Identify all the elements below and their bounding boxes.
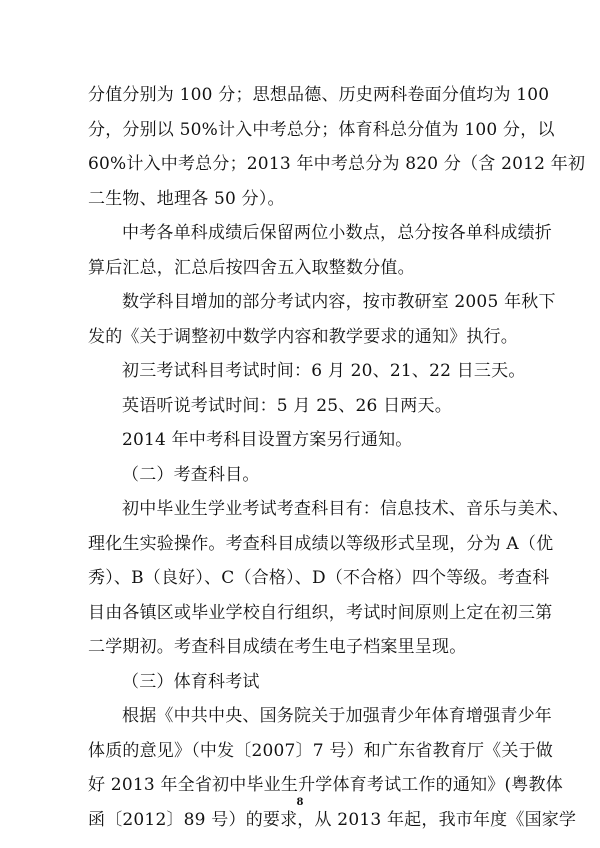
text-line: 数学科目增加的部分考试内容，按市教研室 2005 年秋下 [122, 292, 556, 312]
text-line: 二学期初。考查科目成绩在考生电子档案里呈现。 [88, 637, 467, 657]
text-line: 体质的意见》（中发〔2007〕7 号）和广东省教育厅《关于做 [88, 740, 553, 761]
text-line: 中考各单科成绩后保留两位小数点，总分按各单科成绩折 [122, 223, 552, 243]
text-line: 好 2013 年全省初中毕业生升学体育考试工作的通知》(粤教体 [88, 775, 563, 795]
text-line: 分，分别以 50%计入中考总分；体育科总分值为 100 分，以 [88, 119, 555, 140]
text-line: 根据《中共中央、国务院关于加强青少年体育增强青少年 [122, 706, 552, 726]
text-line: 理化生实验操作。考查科目成绩以等级形式呈现，分为 A（优 [88, 533, 554, 554]
text-line: 60%计入中考总分；2013 年中考总分为 820 分（含 2012 年初 [88, 154, 586, 174]
page-number: 8 [296, 797, 304, 808]
text-line: 2014 年中考科目设置方案另行通知。 [122, 430, 413, 450]
body-text [88, 78, 586, 837]
text-line: 分值分别为 100 分；思想品德、历史两科卷面分值均为 100 [88, 85, 550, 105]
text-line: 目由各镇区或毕业学校自行组织，考试时间原则上定在初三第 [88, 602, 553, 623]
text-line: 初三考试科目考试时间：6 月 20、21、22 日三天。 [122, 361, 526, 381]
section-heading: （三）体育科考试 [122, 671, 260, 692]
text-line: 算后汇总，汇总后按四舍五入取整数分值。 [88, 257, 415, 278]
text-line: 秀）、B（良好）、C（合格）、D（不合格）四个等级。考查科 [88, 568, 550, 588]
text-line: 函〔2012〕89 号）的要求，从 2013 年起，我市年度《国家学 [88, 809, 577, 830]
text-line: 发的《关于调整初中数学内容和教学要求的通知》执行。 [88, 326, 518, 347]
text-line: 英语听说考试时间：5 月 25、26 日两天。 [122, 395, 452, 416]
text-line: 二生物、地理各 50 分）。 [88, 188, 285, 209]
section-heading: （二）考查科目。 [122, 464, 260, 485]
text-line: 初中毕业生学业考试考查科目有：信息技术、音乐与美术、 [122, 499, 570, 519]
